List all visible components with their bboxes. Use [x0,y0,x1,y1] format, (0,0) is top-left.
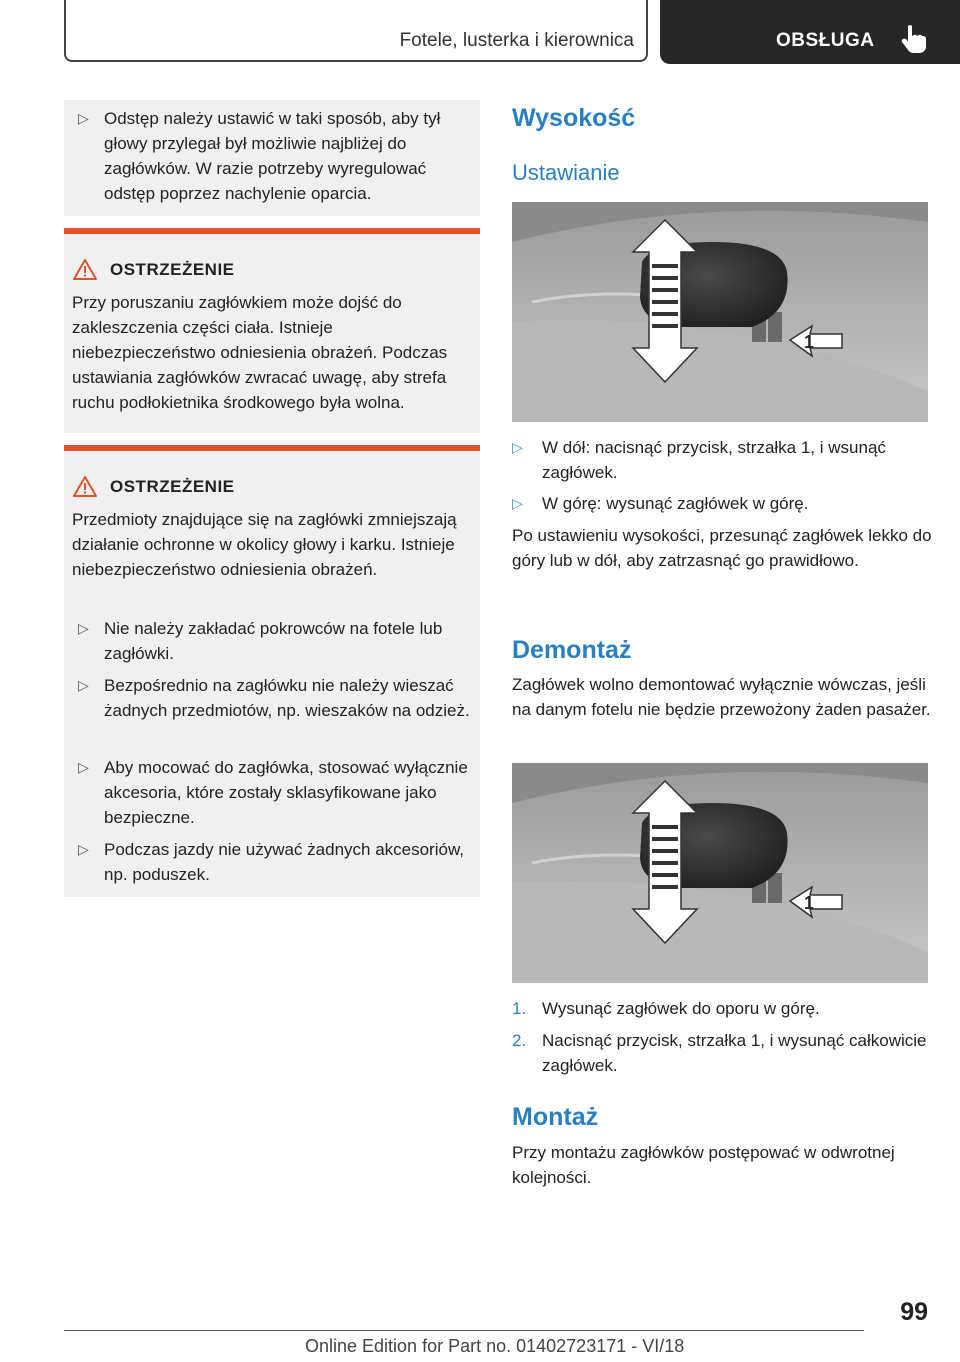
remove-text: Zagłówek wolno demontować wyłącznie wówczas, jeśli na danym fotelu nie będzie przewożony żaden pasażer. [512,675,931,719]
headrest-figure-2 [512,763,928,983]
edition-note: Online Edition for Part no. 01402723171 - VI/18 [305,1336,685,1356]
triangle-bullet-icon: ▷ [78,110,89,126]
chapter-tab [660,0,960,64]
warning-text: Przy poruszaniu zagłówkiem może dojść do zakleszczenia części ciała. Istnieje niebezpieczeństwo odniesienia obrażeń. Podczas ustawiania zagłówków zwracać uwagę, aby strefa ruchu podłokietnika środkowego była wolna. [72,293,448,412]
heading-height: Wysokość [512,104,636,132]
callout-label: 1 [804,332,815,352]
footer-divider [64,1330,864,1331]
section-title: Fotele, lusterka i kierownica [399,30,634,51]
subheading-adjust: Ustawianie [512,160,620,185]
warning-text: Przedmioty znajdujące się na zagłówki zmniejszają działanie ochronne w okolicy głowy i karku. Istnieje niebezpieczeństwo odniesienia obrażeń. [72,510,457,579]
triangle-bullet-icon: ▷ [78,677,89,693]
triangle-bullet-icon: ▷ [78,841,89,857]
warning-triangle-icon [72,258,98,281]
triangle-bullet-icon: ▷ [78,759,89,775]
manual-page: Fotele, lusterka i kierownica OBSŁUGA ▷ Odstęp należy ustawić w taki sposób, aby tył głowy przylegał był możliwie najbliżej do zagłówków. W razie potrzeby wyregulować odstęp poprzez nachylenie oparcia. OSTRZEŻENIE Przy poruszaniu zagłówkiem może dojść do zakleszczenia części ciała. Istnieje niebezpieczeństwo odniesienia obrażeń. Podczas ustawiania zagłówków zwracać uwagę, aby strefa ruchu podłokietnika środkowego była wolna. OSTRZEŻENIE Przedmioty znajdujące się na zagłówki zmniejszają działanie ochronne w okolicy głowy i karku. Istnieje niebezpieczeństwo odniesienia obrażeń. ▷ Nie należy zakładać pokrowców na fotele lub zagłówki. ▷ Bezpośrednio na zagłówku nie należy wieszać żadnych przedmiotów, np. wieszaków na odzież. ▷ Aby mocować do zagłówka, stosować wyłącznie akcesoria, które zostały sklasyfikowane jako bezpieczne. ▷ Podczas jazdy nie używać żadnych akcesoriów, np. poduszek. Wysokość Ustawianie 1 ▷ W dół: nacisnąć przycisk, strzałka 1, i wsunąć zagłówek. ▷ W górę: wysunąć zagłówek w górę. Po ustawieniu wysokości, przesunąć zagłówek lekko do góry lub w dół, aby zatrzasnąć go prawidłowo. Demontaż Zagłówek wolno demontować wyłącznie wówczas, jeśli na danym fotelu nie będzie przewożony żaden pasażer. 1 1. Wysunąć zagłówek do oporu w górę. 2. Nacisnąć przycisk, strzałka 1, i wysunąć całkowicie zagłówek. Montaż Przy montażu zagłówków postępować w odwrotnej kolejności. 99 Online Edition for Part no. 01402723171 - VI/18 [0,0,960,1362]
triangle-bullet-icon: ▷ [512,439,523,455]
hand-pointer-icon [900,24,928,54]
step-number: 2. [512,1031,527,1050]
warning-triangle-icon [72,475,98,498]
mount-text: Przy montażu zagłówków postępować w odwrotnej kolejności. [512,1143,895,1187]
triangle-bullet-icon: ▷ [78,620,89,636]
heading-remove: Demontaż [512,636,632,664]
heading-mount: Montaż [512,1103,599,1131]
intro-box: ▷ Odstęp należy ustawić w taki sposób, aby tył głowy przylegał był możliwie najbliżej do zagłówków. W razie potrzeby wyregulować odstęp poprzez nachylenie oparcia. [64,100,480,216]
warning-box-2: OSTRZEŻENIE Przedmioty znajdujące się na zagłówki zmniejszają działanie ochronne w okolicy głowy i karku. Istnieje niebezpieczeństwo odniesienia obrażeń. ▷ Nie należy zakładać pokrowców na fotele lub zagłówki. ▷ Bezpośrednio na zagłówku nie należy wieszać żadnych przedmiotów, np. wieszaków na odzież. ▷ Aby mocować do zagłówka, stosować wyłącznie akcesoria, które zostały sklasyfikowane jako bezpieczne. ▷ Podczas jazdy nie używać żadnych akcesoriów, np. poduszek. [64,445,480,897]
callout-label: 1 [804,893,815,913]
adjust-note: Po ustawieniu wysokości, przesunąć zagłówek lekko do góry lub w dół, aby zatrzasnąć go prawidłowo. [512,526,932,570]
headrest-figure-1 [512,202,928,422]
header-section-box [64,0,648,62]
page-number: 99 [900,1298,928,1326]
step-number: 1. [512,999,527,1018]
triangle-bullet-icon: ▷ [512,495,523,511]
chapter-label: OBSŁUGA [776,30,875,51]
warning-box-1: OSTRZEŻENIE Przy poruszaniu zagłówkiem może dojść do zakleszczenia części ciała. Istnieje niebezpieczeństwo odniesienia obrażeń. Podczas ustawiania zagłówków zwracać uwagę, aby strefa ruchu podłokietnika środkowego była wolna. [64,228,480,433]
